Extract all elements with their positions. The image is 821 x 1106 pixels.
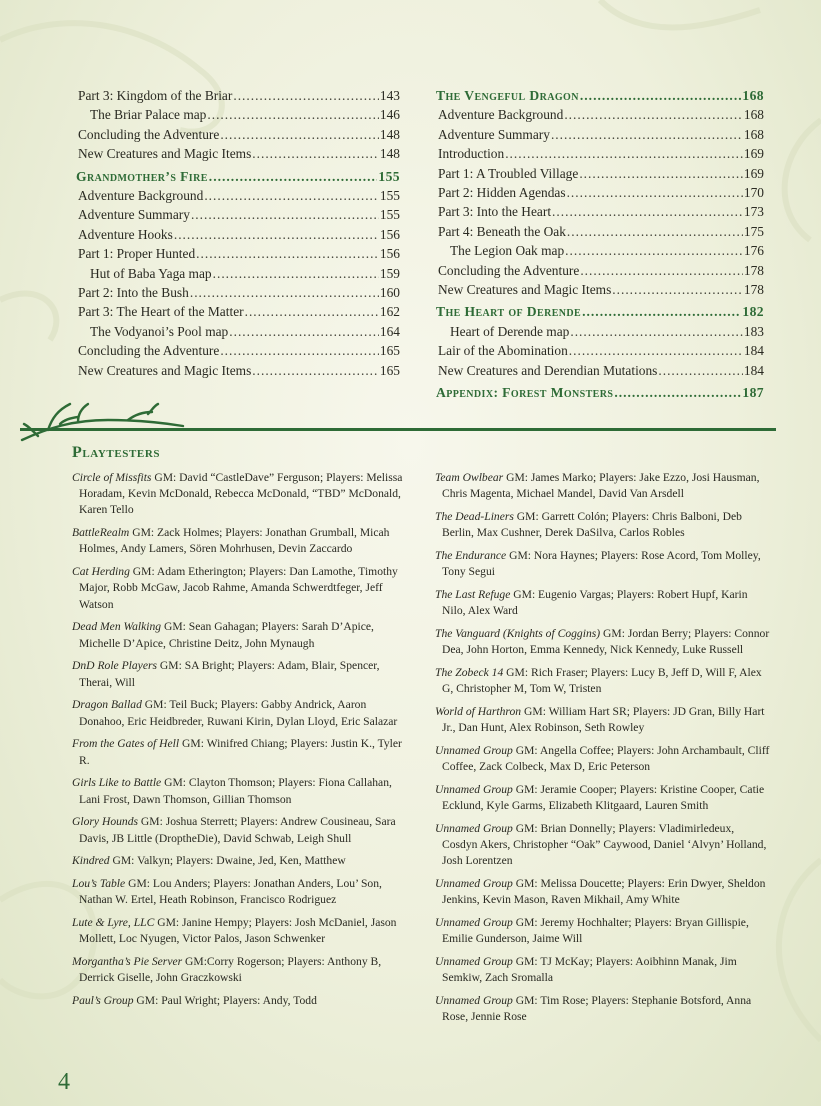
toc-entry [76, 225, 400, 244]
toc-leader-dots [580, 86, 742, 105]
toc-leader-dots [552, 202, 743, 221]
playtester-group-name: Paul’s Group [72, 994, 134, 1008]
playtester-group-name: Glory Hounds [72, 815, 139, 829]
toc-leader-dots [220, 341, 379, 360]
toc-leader-dots [579, 164, 743, 183]
playtester-group-members: GM: Winifred Chiang; Players: Justin K., Tyler R. [79, 737, 402, 767]
playtester-group-members: GM: Angella Coffee; Players: John Archambault, Cliff Coffee, Zack Colbeck, Max D, Eric Peterson [442, 744, 770, 774]
playtester-group-name: World of Harthron [435, 705, 522, 718]
toc-entry-page: 184 [743, 362, 764, 378]
playtester-group-members: GM: Lou Anders; Players: Jonathan Anders, Lou’ Son, Nathan W. Ertel, Heath Robinson, Francisco Rodriguez [79, 877, 382, 907]
playtester-group-entry [72, 775, 408, 807]
toc-leader-dots [252, 361, 379, 380]
toc-entry-title: The Vodyanoi’s Pool map [90, 323, 229, 339]
toc-entry-title: Concluding the Adventure [438, 262, 580, 278]
toc-leader-dots [567, 222, 743, 241]
toc-entry-title: Adventure Hooks [78, 226, 173, 242]
playtester-group-entry [435, 548, 771, 580]
toc-entry [76, 125, 400, 144]
playtester-group-name: From the Gates of Hell [72, 737, 180, 751]
playtester-group-entry [72, 915, 408, 947]
playtester-group-name: Cat Herding [72, 565, 130, 579]
toc-entry-title: Concluding the Adventure [78, 343, 220, 359]
playtester-group-name: Girls Like to Battle [72, 776, 162, 790]
toc-leader-dots [551, 125, 743, 144]
toc-leader-dots [505, 144, 743, 163]
toc-leader-dots [612, 280, 743, 299]
playtester-group-members: GM: SA Bright; Players: Adam, Blair, Spencer, Therai, Will [79, 659, 380, 689]
toc-leader-dots [580, 261, 743, 280]
toc-entry-title: New Creatures and Derendian Mutations [438, 362, 658, 378]
toc-entry [76, 264, 400, 283]
playtester-group-members: GM: Brian Donnelly; Players: Vladimirledeux, Cosdyn Akers, Christopher “Oak” Caywood, Daniel ‘Alvyn’ Holland, Josh Lorentzen [442, 822, 767, 868]
toc-leader-dots [565, 241, 743, 260]
playtester-group-name: Unnamed Group [435, 916, 513, 930]
playtester-group-entry [435, 587, 771, 619]
playtester-group-name: The Last Refuge [435, 588, 511, 601]
playtester-group-entry [435, 915, 771, 947]
toc-entry [76, 302, 400, 321]
playtester-group-members: GM: Melissa Doucette; Players: Erin Dwyer, Sheldon Jenkins, Kevin Mason, Raven Mikhail, Amy White [442, 877, 766, 907]
toc-right-column [436, 86, 764, 403]
toc-entry-title: New Creatures and Magic Items [78, 362, 252, 378]
playtester-group-entry [72, 658, 408, 690]
page-number: 4 [58, 1069, 70, 1095]
playtester-group-members: GM: Teil Buck; Players: Gabby Andrick, Aaron Donahoo, Eric Heidbreder, Ruwani Kirin, Dylan Lloyd, Eric Salazar [79, 698, 398, 728]
toc-entry-page: 173 [743, 204, 764, 220]
playtester-group-entry [435, 470, 771, 502]
toc-entry-page: 155 [378, 168, 400, 184]
section-title: Playtesters [72, 444, 161, 461]
playtester-group-members: GM: Eugenio Vargas; Players: Robert Hupf, Karin Nilo, Alex Ward [442, 588, 748, 618]
toc-entry [76, 322, 400, 341]
playtester-group-entry [435, 704, 771, 736]
playtester-group-name: The Vanguard (Knights of Coggins) [435, 627, 601, 640]
toc-entry [436, 222, 764, 241]
toc-entry-page: 146 [379, 107, 400, 123]
playtester-group-name: Lute & Lyre, LLC [72, 916, 155, 930]
toc-entry-title: New Creatures and Magic Items [78, 146, 252, 162]
playtester-group-entry [435, 782, 771, 814]
playtester-group-entry [72, 619, 408, 651]
toc-leader-dots [233, 86, 379, 105]
playtester-group-name: Circle of Missfits [72, 471, 152, 484]
playtester-group-members: GM:Corry Rogerson; Players: Anthony B, Derrick Giselle, John Graczkowski [79, 955, 382, 985]
playtester-group-entry [72, 853, 408, 869]
toc-entry-page: 183 [743, 323, 764, 339]
playtester-group-name: Team Owlbear [435, 471, 504, 484]
toc-entry-page: 170 [743, 185, 764, 201]
toc-entry-title: Appendix: Forest Monsters [436, 385, 614, 401]
playtester-group-name: Morgantha’s Pie Server [72, 955, 183, 969]
toc-entry [76, 283, 400, 302]
playtester-group-members: GM: Zack Holmes; Players: Jonathan Grumball, Micah Holmes, Andy Lamers, Sören Mohrhusen, Devin Zaccardo [79, 526, 390, 556]
toc-leader-dots [614, 383, 741, 402]
toc-entry-page: 184 [743, 343, 764, 359]
toc-leader-dots [207, 105, 379, 124]
toc-leader-dots [174, 225, 379, 244]
toc-entry-page: 155 [379, 207, 400, 223]
toc-entry-page: 143 [379, 88, 400, 103]
toc-entry-page: 162 [379, 304, 400, 320]
toc-entry-title: Concluding the Adventure [78, 126, 220, 142]
playtesters-right-column [435, 470, 771, 1032]
playtester-group-name: Unnamed Group [435, 955, 513, 969]
toc-entry-page: 160 [379, 285, 400, 301]
toc-entry [436, 125, 764, 144]
playtester-group-name: The Endurance [435, 549, 507, 562]
toc-entry [436, 164, 764, 183]
toc-entry [76, 361, 400, 380]
toc-entry-title: Adventure Background [78, 188, 204, 204]
toc-leader-dots [213, 264, 379, 283]
playtester-group-entry [435, 509, 771, 541]
playtester-group-entry [435, 993, 771, 1025]
playtester-group-members: GM: TJ McKay; Players: Aoibhinn Manak, Jim Semkiw, Zach Sromalla [442, 955, 737, 985]
toc-entry-title: Heart of Derende map [450, 323, 570, 339]
playtester-group-entry [72, 876, 408, 908]
toc-entry-title: Lair of the Abomination [438, 343, 568, 359]
toc-entry [436, 280, 764, 299]
toc-entry-page: 169 [743, 165, 764, 181]
toc-entry-page: 187 [742, 385, 764, 401]
playtester-group-members: GM: Janine Hempy; Players: Josh McDaniel, Jason Mollett, Loc Nyugen, Victor Palos, Jason Schwenker [79, 916, 397, 946]
toc-entry-title: Adventure Summary [438, 126, 550, 142]
toc-entry [436, 241, 764, 260]
toc-chapter-heading [436, 86, 764, 105]
toc-entry [436, 322, 764, 341]
playtester-group-name: Unnamed Group [435, 783, 513, 796]
toc-entry-title: Part 4: Beneath the Oak [438, 223, 566, 239]
playtester-group-name: Unnamed Group [435, 744, 513, 757]
toc-entry [76, 205, 400, 224]
toc-entry-title: Hut of Baba Yaga map [90, 265, 212, 281]
toc-leader-dots [582, 302, 741, 321]
toc-leader-dots [564, 105, 743, 124]
toc-entry-page: 156 [379, 246, 400, 262]
section-divider [20, 428, 776, 431]
toc-entry-title: Adventure Summary [78, 207, 190, 223]
toc-entry-page: 178 [743, 262, 764, 278]
toc-leader-dots [245, 302, 379, 321]
toc-entry-title: The Heart of Derende [436, 304, 582, 320]
toc-entry [76, 186, 400, 205]
playtester-group-entry [72, 525, 408, 557]
toc-entry-page: 168 [743, 126, 764, 142]
playtester-group-members: GM: William Hart SR; Players: JD Gran, Billy Hart Jr., Dan Hunt, Alex Robinson, Seth Rowley [442, 705, 765, 735]
toc-entry [436, 202, 764, 221]
toc-leader-dots [570, 322, 743, 341]
playtester-group-name: Unnamed Group [435, 877, 513, 891]
toc-leader-dots [191, 205, 379, 224]
toc-entry-title: New Creatures and Magic Items [438, 282, 612, 298]
toc-entry-page: 165 [379, 362, 400, 378]
toc-entry-title: Introduction [438, 146, 505, 162]
toc-leader-dots [569, 341, 743, 360]
playtester-group-name: Kindred [72, 854, 110, 868]
playtester-group-name: BattleRealm [72, 526, 130, 540]
playtester-group-entry [435, 876, 771, 908]
toc-entry-title: The Vengeful Dragon [436, 88, 579, 103]
vine-branch-icon [18, 398, 188, 448]
playtester-group-members: GM: James Marko; Players: Jake Ezzo, Josi Hausman, Chris Magenta, Michael Mandel, David Van Arsdell [442, 471, 760, 501]
playtester-group-entry [435, 743, 771, 775]
playtester-group-name: Dead Men Walking [72, 620, 162, 634]
toc-entry [76, 244, 400, 263]
toc-entry-page: 148 [379, 126, 400, 142]
playtester-group-members: GM: Nora Haynes; Players: Rose Acord, Tom Molley, Tony Segui [442, 549, 761, 579]
toc-leader-dots [229, 322, 379, 341]
toc-entry-page: 159 [379, 265, 400, 281]
toc-leader-dots [190, 283, 379, 302]
playtester-group-name: Unnamed Group [435, 822, 513, 835]
playtester-group-entry [72, 564, 408, 613]
toc-entry [436, 144, 764, 163]
toc-leader-dots [220, 125, 379, 144]
toc-entry [436, 261, 764, 280]
playtester-group-members: GM: Garrett Colón; Players: Chris Balboni, Deb Berlin, Max Cushner, Derek DaSilva, Carlos Robles [442, 510, 742, 540]
toc-entry-page: 175 [743, 223, 764, 239]
toc-entry-title: Part 3: Into the Heart [438, 204, 552, 220]
playtester-group-members: GM: Rich Fraser; Players: Lucy B, Jeff D, Will F, Alex G, Christopher M, Tom W, Tristen [442, 666, 762, 696]
toc-entry-page: 156 [379, 226, 400, 242]
toc-entry [76, 341, 400, 360]
playtester-group-members: GM: David “CastleDave” Ferguson; Players: Melissa Horadam, Kevin McDonald, Rebecca McDonald, “TBD” McDonald, Karen Tello [79, 471, 403, 517]
toc-leader-dots [196, 244, 379, 263]
toc-leader-dots [567, 183, 743, 202]
toc-entry-page: 155 [379, 188, 400, 204]
playtester-group-entry [435, 665, 771, 697]
playtester-group-members: GM: Clayton Thomson; Players: Fiona Callahan, Lani Frost, Dawn Thomson, Gillian Thomson [79, 776, 392, 806]
toc-entry [436, 361, 764, 380]
toc-entry-title: Part 3: The Heart of the Matter [78, 304, 244, 320]
toc-entry [76, 144, 400, 163]
toc-entry-title: The Legion Oak map [450, 243, 565, 259]
toc-entry-page: 182 [742, 304, 764, 320]
playtester-group-members: GM: Joshua Sterrett; Players: Andrew Cousineau, Sara Davis, JB Little (DroptheDie), David Schwab, Leigh Shull [79, 815, 396, 845]
toc-entry-title: The Briar Palace map [90, 107, 207, 123]
playtester-group-members: GM: Tim Rose; Players: Stephanie Botsford, Anna Rose, Jennie Rose [442, 994, 752, 1024]
toc-entry [436, 105, 764, 124]
toc-leader-dots [658, 361, 743, 380]
toc-entry-page: 168 [743, 107, 764, 123]
toc-entry-title: Part 2: Hidden Agendas [438, 185, 566, 201]
toc-entry-page: 164 [379, 323, 400, 339]
toc-entry-page: 169 [743, 146, 764, 162]
toc-entry-title: Part 1: A Troubled Village [438, 165, 579, 181]
toc-entry-page: 178 [743, 282, 764, 298]
playtesters-left-column [72, 470, 408, 1016]
playtester-group-name: The Dead-Liners [435, 510, 514, 523]
playtester-group-name: Unnamed Group [435, 994, 513, 1008]
toc-entry-page: 165 [379, 343, 400, 359]
playtester-group-entry [72, 954, 408, 986]
toc-leader-dots [252, 144, 379, 163]
playtester-group-members: GM: Jeramie Cooper; Players: Kristine Cooper, Catie Ecklund, Kyle Garms, Elizabeth Klitgaard, Lauren Smith [442, 783, 765, 813]
playtester-group-entry [72, 697, 408, 729]
playtester-group-entry [72, 470, 408, 519]
toc-entry-page: 168 [742, 88, 764, 103]
toc-entry [76, 86, 400, 105]
toc-leader-dots [209, 167, 378, 186]
toc-entry-title: Grandmother’s Fire [76, 168, 208, 184]
toc-chapter-heading [76, 167, 400, 186]
toc-entry-title: Part 3: Kingdom of the Briar [78, 88, 233, 103]
playtester-group-name: DnD Role Players [72, 659, 158, 673]
toc-entry-title: Adventure Background [438, 107, 564, 123]
toc-chapter-heading [436, 302, 764, 321]
toc-left-column [76, 86, 400, 380]
playtester-group-name: Dragon Ballad [72, 698, 142, 712]
playtester-group-members: GM: Sean Gahagan; Players: Sarah D’Apice, Michelle D’Apice, Christine Deitz, John Mynaugh [79, 620, 374, 650]
playtester-group-entry [435, 954, 771, 986]
playtester-group-entry [72, 736, 408, 768]
playtester-group-name: Lou’s Table [72, 877, 126, 891]
playtester-group-name: The Zobeck 14 [435, 666, 504, 679]
toc-entry-title: Part 2: Into the Bush [78, 285, 189, 301]
toc-entry [76, 105, 400, 124]
toc-chapter-heading [436, 383, 764, 402]
toc-entry [436, 341, 764, 360]
playtester-group-members: GM: Jeremy Hochhalter; Players: Bryan Gillispie, Emilie Gunderson, Jaime Will [442, 916, 749, 946]
playtester-group-members: GM: Jordan Berry; Players: Connor Dea, John Horton, Emma Kennedy, Nick Kennedy, Luke Russell [442, 627, 770, 657]
playtester-group-entry [435, 626, 771, 658]
toc-entry-title: Part 1: Proper Hunted [78, 246, 196, 262]
playtester-group-members: GM: Valkyn; Players: Dwaine, Jed, Ken, Matthew [109, 854, 346, 868]
toc-entry-page: 148 [379, 146, 400, 162]
toc-entry [436, 183, 764, 202]
toc-leader-dots [204, 186, 379, 205]
playtester-group-entry [72, 993, 408, 1009]
playtester-group-members: GM: Paul Wright; Players: Andy, Todd [133, 994, 317, 1008]
toc-entry-page: 176 [743, 243, 764, 259]
playtester-group-entry [435, 821, 771, 870]
playtester-group-members: GM: Adam Etherington; Players: Dan Lamothe, Timothy Major, Robb McGaw, Jacob Rahme, Amanda Schwerdtfeger, Jeff Watson [79, 565, 398, 611]
playtester-group-entry [72, 814, 408, 846]
